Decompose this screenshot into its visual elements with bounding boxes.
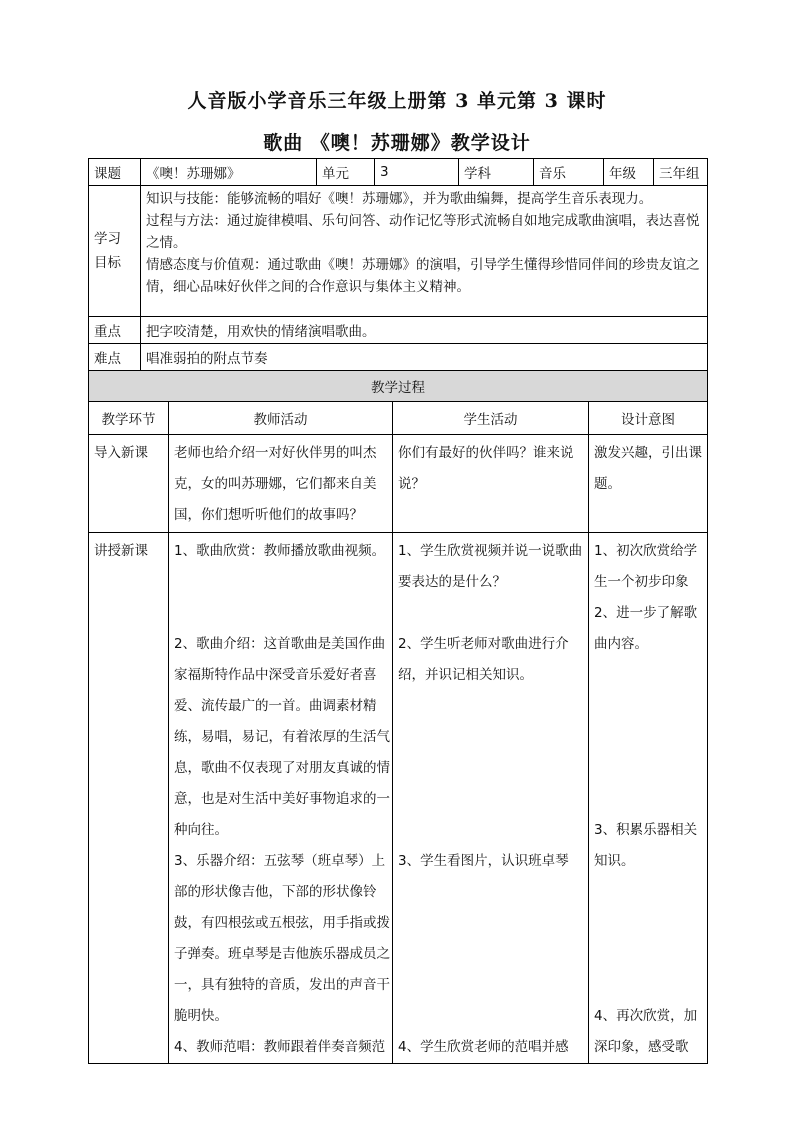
- intent-step-3: 3、积累乐器相关知识。: [594, 822, 698, 869]
- header-intent: 设计意图: [589, 402, 708, 435]
- lesson-intent: [589, 533, 708, 1064]
- goal-process: 过程与方法：通过旋律模唱、乐句问答、动作记忆等形式流畅自如地完成歌曲演唱，表达喜悦之情。: [146, 213, 700, 251]
- lesson-student: [393, 533, 589, 1064]
- goal-emotion: 情感态度与价值观：通过歌曲《噢！苏珊娜》的演唱，引导学生懂得珍惜同伴间的珍贵友谊之情，细心品味好伙伴之间的合作意识与集体主义精神。: [146, 257, 700, 295]
- goals-label-line-1: 学习: [94, 231, 121, 247]
- intro-intent-text: 激发兴趣，引出课题。: [594, 445, 702, 492]
- header-student: 学生活动: [393, 402, 589, 435]
- key-point-label: 重点: [89, 317, 141, 344]
- header-stage: 教学环节: [89, 402, 169, 435]
- process-banner: 教学过程: [89, 371, 708, 402]
- lesson-info-table: [88, 158, 708, 371]
- intro-teacher: [169, 435, 393, 533]
- goals-label: [89, 186, 141, 317]
- document-title: 人音版小学音乐三年级上册第 3 单元第 3 课时: [187, 90, 607, 112]
- lesson-stage: 讲授新课: [89, 533, 169, 1064]
- intro-stage: 导入新课: [89, 435, 169, 533]
- subject-value: 音乐: [534, 159, 604, 186]
- goal-knowledge: 知识与技能：能够流畅的唱好《噢！苏珊娜》，并为歌曲编舞，提高学生音乐表现力。: [146, 191, 653, 207]
- teacher-step-1: 1、歌曲欣赏：教师播放歌曲视频。: [174, 543, 386, 559]
- student-step-1: 1、学生欣赏视频并说一说歌曲要表达的是什么？: [398, 543, 583, 590]
- topic-value: 《噢！苏珊娜》: [141, 159, 317, 186]
- unit-label: 单元: [317, 159, 375, 186]
- header-teacher: 教师活动: [169, 402, 393, 435]
- teacher-step-3: 3、乐器介绍：五弦琴（班卓琴）上部的形状像吉他，下部的形状像铃鼓，有四根弦或五根弦，用手指或拨子弹奏。班卓琴是吉他族乐器成员之一，具有独特的音质，发出的声音干脆明快。: [174, 853, 390, 1024]
- lesson-teacher: [169, 533, 393, 1064]
- teacher-step-4: 4、教师范唱：教师跟着伴奏音频范: [174, 1039, 386, 1055]
- intro-student-text: 你们有最好的伙伴吗？谁来说说？: [398, 445, 574, 492]
- topic-label: 课题: [89, 159, 141, 186]
- grade-value: 三年组: [654, 159, 708, 186]
- teaching-process-table: [88, 370, 708, 1064]
- table-row-lesson: [89, 533, 708, 1064]
- intent-step-4: 4、再次欣赏，加深印象，感受歌: [594, 1008, 698, 1055]
- intro-student: [393, 435, 589, 533]
- teacher-step-2: 2、歌曲介绍：这首歌曲是美国作曲家福斯特作品中深受音乐爱好者喜爱、流传最广的一首。曲调素材精练，易唱，易记，有着浓厚的生活气息，歌曲不仅表现了对朋友真诚的情意，也是对生活中美好事物追求的一种向往。: [174, 636, 390, 838]
- intro-teacher-text: 老师也给介绍一对好伙伴男的叫杰克，女的叫苏珊娜，它们都来自美国，你们想听听他们的故事吗？: [174, 445, 377, 523]
- goals-cell: [141, 186, 708, 317]
- table-row-intro: [89, 435, 708, 533]
- student-step-4: 4、学生欣赏老师的范唱并感: [398, 1039, 569, 1055]
- intent-step-1: 1、初次欣赏给学生一个初步印象: [594, 543, 698, 590]
- intro-intent: [589, 435, 708, 533]
- unit-value: 3: [375, 159, 459, 186]
- grade-label: 年级: [604, 159, 654, 186]
- difficulty-label: 难点: [89, 344, 141, 371]
- subject-label: 学科: [459, 159, 534, 186]
- key-point-value: 把字咬清楚，用欢快的情绪演唱歌曲。: [141, 317, 708, 344]
- goals-label-line-2: 目标: [94, 255, 121, 271]
- student-step-3: 3、学生看图片，认识班卓琴: [398, 853, 569, 869]
- difficulty-value: 唱准弱拍的附点节奏: [141, 344, 708, 371]
- intent-step-2: 2、进一步了解歌曲内容。: [594, 605, 698, 652]
- document-subtitle: 歌曲 《噢！苏珊娜》教学设计: [263, 132, 531, 154]
- student-step-2: 2、学生听老师对歌曲进行介绍，并识记相关知识。: [398, 636, 569, 683]
